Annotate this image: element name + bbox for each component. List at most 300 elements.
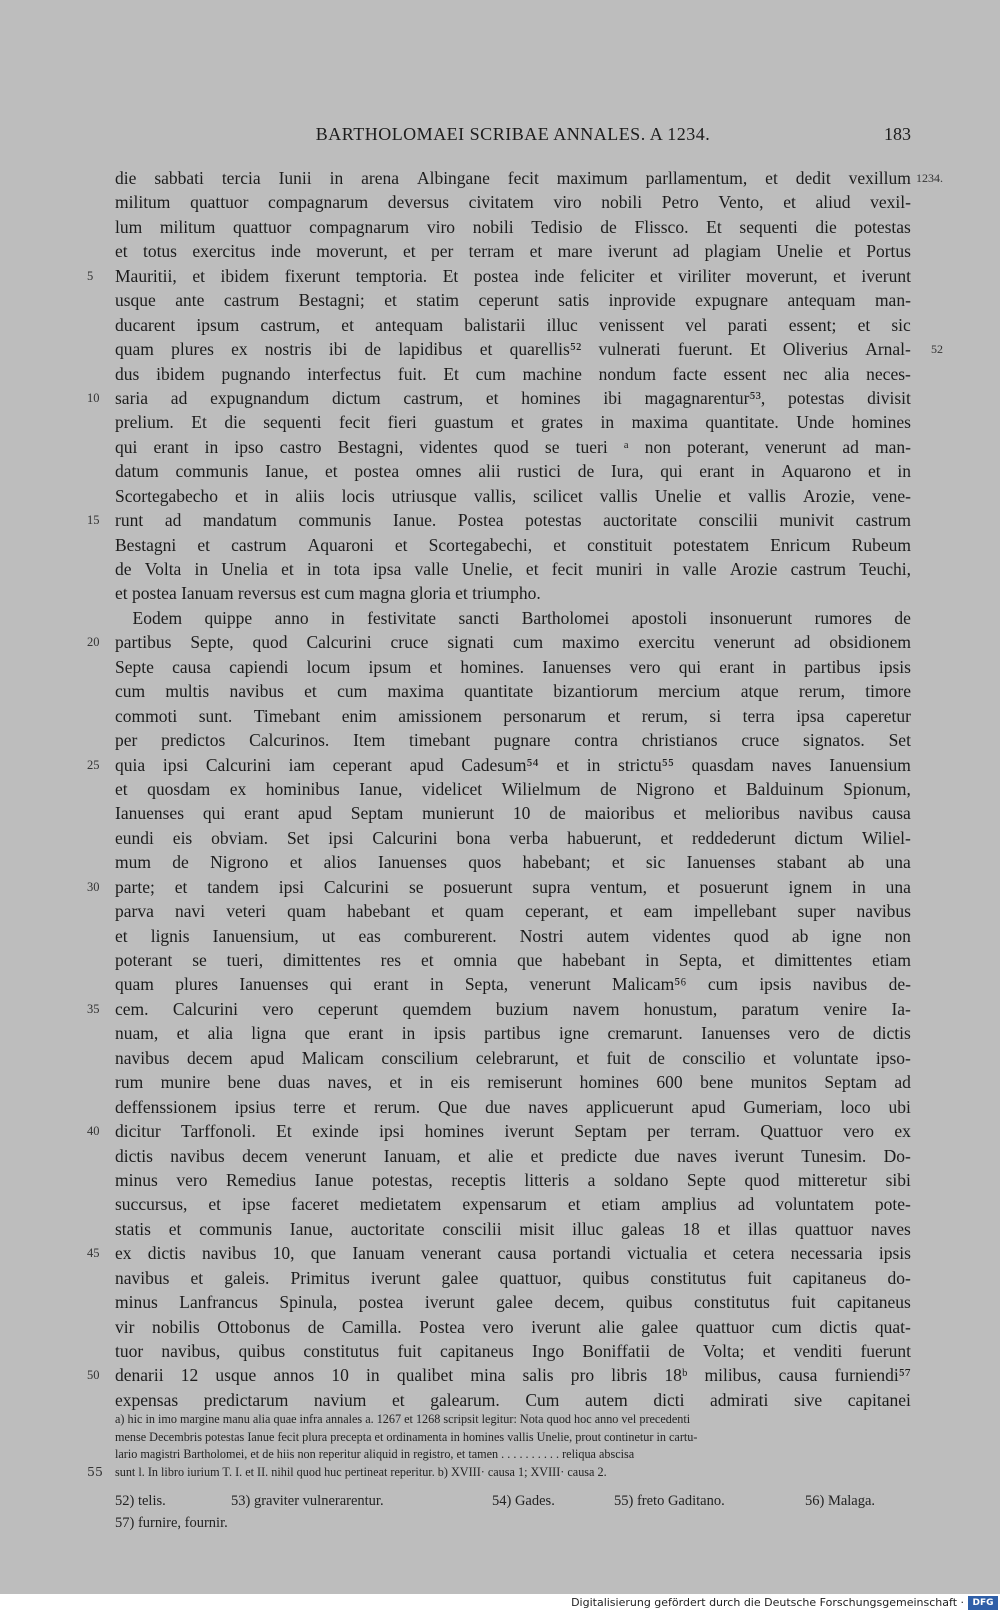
word: ᵃ xyxy=(623,436,629,457)
word: Teuchi, xyxy=(859,559,911,579)
word: Ianuensium, xyxy=(212,925,299,946)
word: Malicam⁵⁶ xyxy=(612,974,687,995)
text-line xyxy=(115,581,911,605)
word: Timebant xyxy=(253,705,321,726)
word: homines xyxy=(521,387,581,408)
word: castrum, xyxy=(403,387,464,408)
word: de xyxy=(549,803,566,824)
word: constituit xyxy=(587,534,653,555)
word: Nostri xyxy=(519,925,564,946)
word: et xyxy=(857,314,871,335)
word: homines xyxy=(851,412,911,433)
word: bona xyxy=(456,827,491,848)
word: Volta xyxy=(144,559,182,579)
word: sive xyxy=(793,1389,823,1410)
text-line xyxy=(115,777,911,801)
word: Unelia xyxy=(221,559,268,579)
word: vero xyxy=(842,1121,875,1142)
word: dictum xyxy=(331,387,381,408)
word: Petro xyxy=(661,192,699,213)
word: communis xyxy=(175,461,249,482)
word: interfectus xyxy=(307,363,382,384)
word: venissent xyxy=(598,314,665,335)
word: de xyxy=(577,461,595,482)
word: Calcurini xyxy=(323,876,390,897)
word: nondum xyxy=(598,363,656,384)
word: et xyxy=(741,950,755,970)
word: etiam xyxy=(872,950,911,970)
word: voluntatem xyxy=(775,1194,854,1215)
text-line xyxy=(115,239,911,263)
word: apud xyxy=(409,754,444,775)
word: quam xyxy=(115,974,154,995)
word: Bestagni; xyxy=(298,290,365,311)
word: una xyxy=(885,852,911,873)
text-line xyxy=(115,728,911,752)
word: Et xyxy=(706,216,722,237)
word: alia xyxy=(824,363,850,384)
word: omnes xyxy=(415,461,462,482)
word: ventum, xyxy=(590,876,648,897)
word: Ianuenses xyxy=(239,974,309,995)
word: terre xyxy=(293,1096,326,1117)
word: ipsis xyxy=(433,1023,466,1044)
word: vallis xyxy=(748,485,786,506)
word: ibidem xyxy=(220,265,270,286)
footnote-line: a) hic in imo margine manu alia quae infra annales a. 1267 et 1268 scripsit legitur: Nota quod hoc anno vel precedenti xyxy=(115,1412,691,1426)
word: verba xyxy=(509,827,549,848)
text-line xyxy=(115,337,943,361)
word: et xyxy=(168,1218,182,1239)
word: personarum xyxy=(503,705,587,726)
word: medietatem xyxy=(359,1194,442,1215)
dfg-logo-icon: DFG xyxy=(968,1596,998,1610)
word: et xyxy=(868,461,881,482)
word: in xyxy=(897,461,911,482)
word: aliud xyxy=(815,192,851,213)
word: ex xyxy=(115,1243,132,1264)
word: igne xyxy=(831,925,862,946)
word: vero xyxy=(262,998,294,1019)
footnote-entry: 56) Malaga. xyxy=(805,1493,876,1509)
word: parva xyxy=(115,901,154,922)
word: constitutus xyxy=(650,1267,727,1288)
word: de xyxy=(364,339,382,360)
word: ad xyxy=(793,632,811,653)
word: eundi xyxy=(115,827,154,848)
word: postea xyxy=(473,265,519,286)
word: Iunii xyxy=(278,168,312,188)
text-line xyxy=(115,459,911,483)
word: maxima xyxy=(387,681,444,702)
word: et xyxy=(717,1218,731,1239)
word: de xyxy=(172,852,189,873)
word: navibus xyxy=(115,1047,170,1068)
word: navem xyxy=(572,998,620,1019)
word: ante xyxy=(175,290,205,311)
word: nec xyxy=(783,363,808,384)
footnote-line: mense Decembris potestas Ianue fecit plura precepta et ordinamenta in homines vallis Unelie, prout continetur in cartu- xyxy=(115,1429,698,1444)
word: per xyxy=(430,241,454,262)
word: stabant xyxy=(776,852,827,873)
text-line xyxy=(115,1217,911,1241)
word: cum xyxy=(707,974,738,995)
word: dimittentes xyxy=(774,950,853,970)
word: Unelie xyxy=(654,485,702,506)
word: quod xyxy=(252,632,288,653)
word: commoti xyxy=(115,705,178,726)
word: ab xyxy=(791,925,809,946)
word: posuerunt xyxy=(443,876,513,897)
word: Primitus xyxy=(290,1267,350,1288)
word: Que xyxy=(438,1096,468,1117)
word: dicitur xyxy=(115,1121,161,1142)
word: Septam xyxy=(824,1072,877,1093)
word: Gumeriam, xyxy=(743,1096,823,1117)
word: predicte xyxy=(560,1145,618,1166)
text-line xyxy=(115,1070,911,1094)
word: cum xyxy=(115,681,146,702)
word: ceperunt xyxy=(317,998,379,1019)
word: rum xyxy=(115,1072,144,1093)
word: Bestagni xyxy=(115,534,177,555)
word: tueri xyxy=(575,436,608,457)
word: Bestagni, xyxy=(337,436,404,457)
word: dicti xyxy=(653,1389,685,1410)
word: ipsis xyxy=(878,1243,911,1264)
word: non xyxy=(884,925,911,946)
word: Tarffonoli. xyxy=(181,1121,256,1142)
word: nobili xyxy=(601,192,643,213)
word: Scortegabecho xyxy=(115,485,219,506)
word: partibus xyxy=(804,656,861,677)
word: iverunt xyxy=(734,1145,784,1166)
word: Ianue, xyxy=(265,461,309,482)
word: naves xyxy=(871,1218,911,1239)
word: ut xyxy=(321,925,336,946)
text-line xyxy=(87,997,911,1021)
word: quattuor xyxy=(794,1218,854,1239)
word: igne xyxy=(558,1023,590,1044)
word: et xyxy=(192,265,205,286)
word: neces- xyxy=(866,363,911,384)
word: iverunt xyxy=(424,1292,475,1313)
word: postea xyxy=(358,1292,404,1313)
word: Et xyxy=(442,265,459,286)
word: Postea xyxy=(457,510,504,531)
word: qui xyxy=(202,803,226,824)
word: temptoria. xyxy=(355,265,428,286)
word: et xyxy=(420,950,434,970)
word: et xyxy=(666,876,680,897)
word: ad xyxy=(737,1194,755,1215)
word: et xyxy=(343,1096,357,1117)
word: nostris xyxy=(264,339,312,360)
word: Eodem xyxy=(115,607,183,628)
word: locis xyxy=(341,485,375,506)
word: ceperunt xyxy=(478,290,539,311)
word: scilicet xyxy=(533,485,583,506)
word: et xyxy=(611,852,625,873)
text-line xyxy=(115,1046,911,1070)
word: annos xyxy=(273,1365,315,1386)
word: iverunt xyxy=(370,1267,421,1288)
word: auctoritate xyxy=(603,510,677,531)
word: tandem xyxy=(207,876,259,897)
word: et xyxy=(607,705,621,726)
word: Set xyxy=(286,827,310,848)
word: enim xyxy=(341,705,377,726)
word: naves xyxy=(528,1096,569,1117)
word: maximo xyxy=(562,632,620,653)
footnote-entry: 52) telis. xyxy=(115,1493,166,1509)
word: Et xyxy=(276,1121,292,1142)
word: admirati xyxy=(710,1389,769,1410)
footnote-entry: 54) Gades. xyxy=(492,1493,555,1509)
word: dus xyxy=(115,363,140,384)
word: Calcurini xyxy=(172,998,239,1019)
word: ex xyxy=(894,1121,911,1142)
text-line xyxy=(115,1290,911,1314)
text-line xyxy=(115,484,911,508)
word: qui xyxy=(678,656,702,677)
word: ipsius xyxy=(234,1096,276,1117)
word: in xyxy=(419,1072,434,1093)
word: ipsum xyxy=(196,314,240,335)
text-line xyxy=(87,386,911,410)
word: navibus xyxy=(201,1243,257,1264)
word: soldano xyxy=(613,1169,669,1190)
word: lum xyxy=(115,216,143,237)
word: et xyxy=(765,168,778,188)
word: fuerunt xyxy=(860,1341,911,1361)
word: vallis, xyxy=(473,485,517,506)
word: castrum xyxy=(231,534,287,555)
word: et xyxy=(833,265,846,286)
word: causa xyxy=(778,1365,818,1386)
text-line xyxy=(115,850,911,874)
word: mercium xyxy=(658,681,721,702)
word: moverunt, xyxy=(746,265,818,286)
word: Unelie xyxy=(776,241,823,262)
word: in xyxy=(204,436,219,457)
word: ibidem xyxy=(156,363,205,384)
word: expugnare xyxy=(695,290,769,311)
word: minus xyxy=(115,1292,158,1313)
word: de xyxy=(600,778,617,799)
word: de xyxy=(648,1047,665,1068)
word: 18 xyxy=(682,1218,700,1239)
word: et xyxy=(529,241,543,262)
word: Septam xyxy=(350,803,404,824)
word: mandatum xyxy=(202,510,277,531)
word: fuit xyxy=(747,1267,772,1288)
word: bene xyxy=(227,1072,261,1093)
word: decem xyxy=(186,1047,233,1068)
word: navibus xyxy=(812,974,868,995)
word: a xyxy=(587,1169,596,1190)
word: Scortegabechi, xyxy=(428,534,533,555)
word: Tedisio xyxy=(531,216,583,237)
word: 12 xyxy=(180,1365,199,1386)
text-line xyxy=(87,264,911,288)
word: Ianuam, xyxy=(383,1145,441,1166)
word: runt xyxy=(115,510,144,531)
word: utriusque xyxy=(391,485,457,506)
word: mina xyxy=(470,1365,506,1386)
word: statis xyxy=(115,1218,151,1239)
word: venerant xyxy=(421,1243,482,1264)
word: succursus, xyxy=(115,1194,188,1215)
word: Volta; xyxy=(703,1341,745,1361)
word: conscilii xyxy=(698,510,758,531)
word: quasdam xyxy=(691,754,754,775)
word: obsidionem xyxy=(829,632,911,653)
word: que xyxy=(310,1243,337,1264)
word: quattuor xyxy=(190,192,249,213)
word: valle xyxy=(682,559,717,579)
word: mare xyxy=(557,241,593,262)
word: aliis xyxy=(295,485,325,506)
word: de xyxy=(115,559,132,579)
word: Aquaroni xyxy=(307,534,374,555)
word: guastum xyxy=(434,412,494,433)
word: facte xyxy=(672,363,707,384)
word: Spinula, xyxy=(279,1292,338,1313)
word: Wiliel- xyxy=(861,827,911,848)
word: rerum. xyxy=(373,1096,421,1117)
word: ad xyxy=(170,387,188,408)
word: et xyxy=(304,681,317,702)
word: et xyxy=(576,1047,589,1068)
word: atque xyxy=(740,681,779,702)
word: christianos xyxy=(641,730,718,751)
word: 10 xyxy=(331,1365,349,1386)
word: Nigrono xyxy=(636,778,695,799)
word: ipso- xyxy=(875,1047,911,1068)
word: reddederunt xyxy=(691,827,776,848)
word: amissionem xyxy=(398,705,482,726)
word: balistarii xyxy=(464,314,526,335)
page-header xyxy=(115,124,911,150)
word: prelium. xyxy=(115,412,174,433)
word: homines. xyxy=(460,656,525,677)
word: muniri xyxy=(596,559,643,579)
word: constitutus xyxy=(303,1341,380,1361)
text-line xyxy=(115,1339,911,1363)
text-line xyxy=(115,1388,911,1412)
word: ad xyxy=(672,241,690,262)
word: de xyxy=(600,216,617,237)
word: festivitate xyxy=(367,607,437,628)
word: strictu⁵⁵ xyxy=(618,754,674,775)
word: galeis. xyxy=(224,1267,270,1288)
word: qui xyxy=(329,974,353,995)
word: insonuerunt xyxy=(709,607,793,628)
word: satis xyxy=(558,290,590,311)
word: divisit xyxy=(867,387,911,408)
word: Septe xyxy=(686,1169,726,1190)
footnote-entry: 57) furnire, fournir. xyxy=(115,1515,228,1531)
word: conscilium xyxy=(381,1047,459,1068)
word: munire xyxy=(160,1072,211,1093)
word: quam xyxy=(465,901,505,922)
word: quod xyxy=(744,1169,780,1190)
word: habebant; xyxy=(522,852,591,873)
word: eis xyxy=(450,1072,470,1093)
word: iverunt xyxy=(531,1316,581,1337)
word: castrum xyxy=(790,559,847,579)
word: maxima xyxy=(631,412,688,433)
word: qui xyxy=(115,436,138,457)
word: munierunt xyxy=(422,803,495,824)
word: venerunt xyxy=(713,632,775,653)
word: et xyxy=(384,290,397,311)
word: inprovide xyxy=(608,290,676,311)
word: Remedius xyxy=(226,1169,297,1190)
word: Quattuor xyxy=(760,1121,823,1142)
word: plures xyxy=(175,974,219,995)
word: quat- xyxy=(874,1316,911,1337)
word: fecit xyxy=(551,559,583,579)
word: denarii xyxy=(115,1365,164,1386)
text-line xyxy=(115,1095,911,1119)
word: causa xyxy=(871,803,911,824)
word: ipsi xyxy=(379,1121,405,1142)
word: quibus xyxy=(625,1292,673,1313)
footnote-entry: 55) freto Gaditano. xyxy=(614,1493,725,1509)
word: capitaneus xyxy=(439,1341,514,1361)
word: ipse xyxy=(242,1194,271,1215)
word: super xyxy=(797,901,836,922)
word: Ianue xyxy=(314,1169,354,1190)
word: loco xyxy=(840,1096,871,1117)
word: una xyxy=(885,876,911,897)
text-line xyxy=(115,435,911,459)
word: de xyxy=(307,1316,325,1337)
word: Ottobonus xyxy=(217,1316,291,1337)
word: rerum, xyxy=(641,705,688,726)
word: Postea xyxy=(419,1316,465,1337)
word: causa xyxy=(172,656,211,677)
word: de xyxy=(894,607,911,628)
word: buzium xyxy=(495,998,549,1019)
word: ab xyxy=(847,852,865,873)
word: et xyxy=(479,339,493,360)
word: celebrarunt, xyxy=(475,1047,559,1068)
word: etiam xyxy=(601,1194,641,1215)
word: Ianuenses xyxy=(542,656,612,677)
word: vero xyxy=(482,1316,514,1337)
word: pote- xyxy=(874,1194,911,1215)
word: et xyxy=(713,778,727,799)
word: Septam xyxy=(574,1121,627,1142)
footnote-a xyxy=(115,1411,911,1481)
word: dictum xyxy=(794,827,844,848)
word: naves xyxy=(677,1145,717,1166)
word: si xyxy=(709,705,722,726)
word: in xyxy=(366,1365,380,1386)
word: de xyxy=(838,1023,855,1044)
word: cetera xyxy=(732,1243,775,1264)
word: galee xyxy=(641,1316,679,1337)
word: tercia xyxy=(221,168,261,188)
word: Spionum, xyxy=(843,778,911,799)
word: quam xyxy=(115,339,154,360)
word: comburerent. xyxy=(403,925,497,946)
word: in xyxy=(194,559,209,579)
word: terram xyxy=(468,241,515,262)
